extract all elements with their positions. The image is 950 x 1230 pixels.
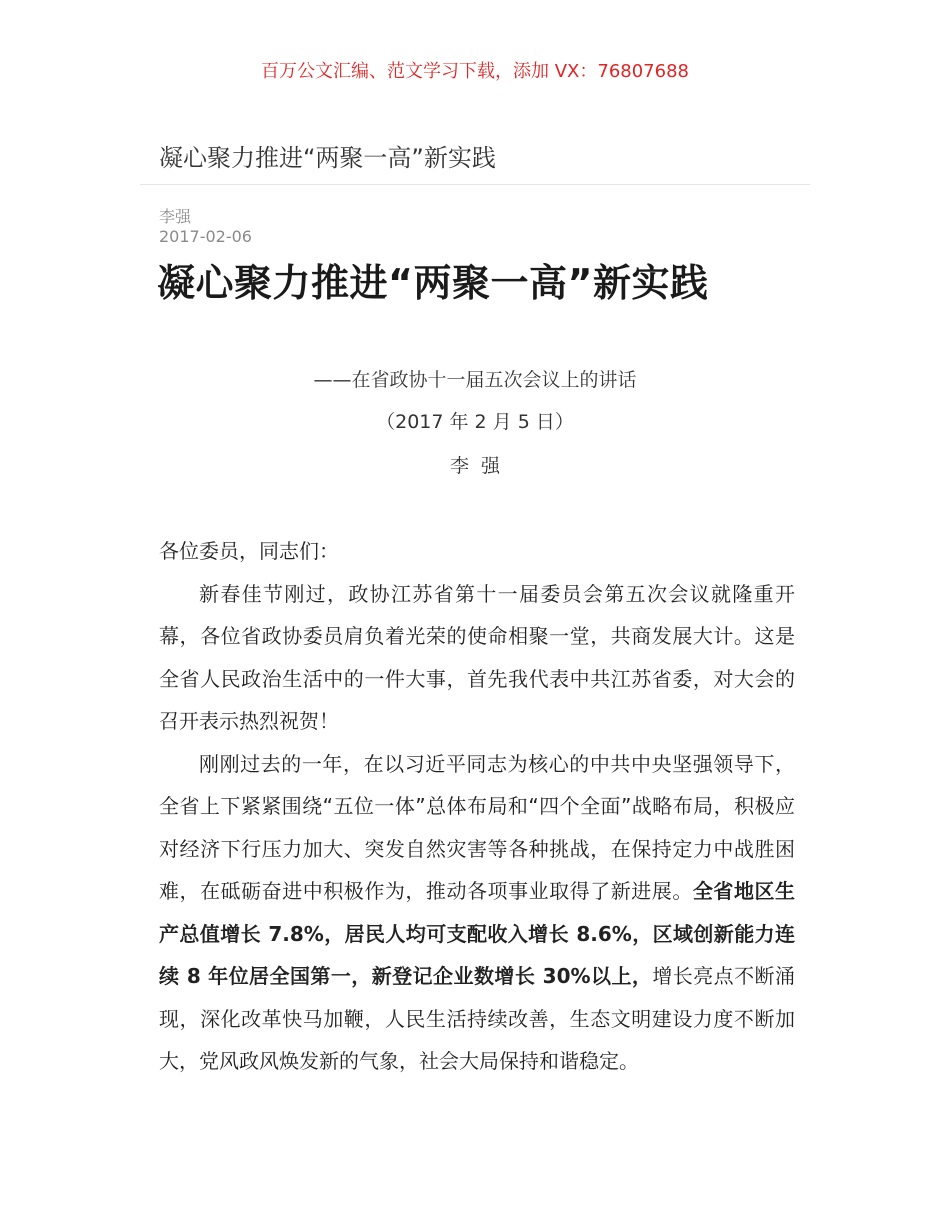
article-author: 李强 bbox=[159, 207, 192, 226]
greeting: 各位委员，同志们： bbox=[159, 539, 339, 563]
article-subtitle: ——在省政协十一届五次会议上的讲话 bbox=[313, 369, 637, 391]
paragraph bbox=[159, 743, 795, 1083]
page-header-title: 凝心聚力推进“两聚一高”新实践 bbox=[159, 144, 496, 172]
speech-date: （2017 年 2 月 5 日） bbox=[376, 411, 574, 433]
speaker-name: 李强 bbox=[449, 455, 512, 477]
header-divider bbox=[140, 184, 810, 185]
watermark-banner: 百万公文汇编、范文学习下载，添加 VX：76807688 bbox=[261, 61, 689, 82]
paragraph-text: 增长亮点不断涌现，深化改革快马加鞭，人民生活持续改善，生态文明建设力度不断加大，党风政风焕发新的气象，社会大局保持和谐稳定。 bbox=[159, 964, 795, 1073]
article-body bbox=[159, 530, 795, 1083]
article-date: 2017-02-06 bbox=[159, 227, 252, 246]
paragraph-bold-text: 全省地区生产总值增长 7.8%，居民人均可支配收入增长 8.6%，区域创新能力连续 8 年位居全国第一，新登记企业数增长 30%以上， bbox=[159, 879, 796, 988]
paragraph-text: 刚刚过去的一年，在以习近平同志为核心的中共中央坚强领导下，全省上下紧紧围绕“五位一体”总体布局和“四个全面”战略布局，积极应对经济下行压力加大、突发自然灾害等各种挑战，在保持定力中战胜困难，在砥砺奋进中积极作为，推动各项事业取得了新进展。 bbox=[159, 751, 795, 903]
paragraph: 新春佳节刚过，政协江苏省第十一届委员会第五次会议就隆重开幕，各位省政协委员肩负着光荣的使命相聚一堂，共商发展大计。这是全省人民政治生活中的一件大事，首先我代表中共江苏省委，对大会的召开表示热烈祝贺！ bbox=[159, 581, 795, 733]
article-title: 凝心聚力推进“两聚一高”新实践 bbox=[157, 261, 709, 305]
